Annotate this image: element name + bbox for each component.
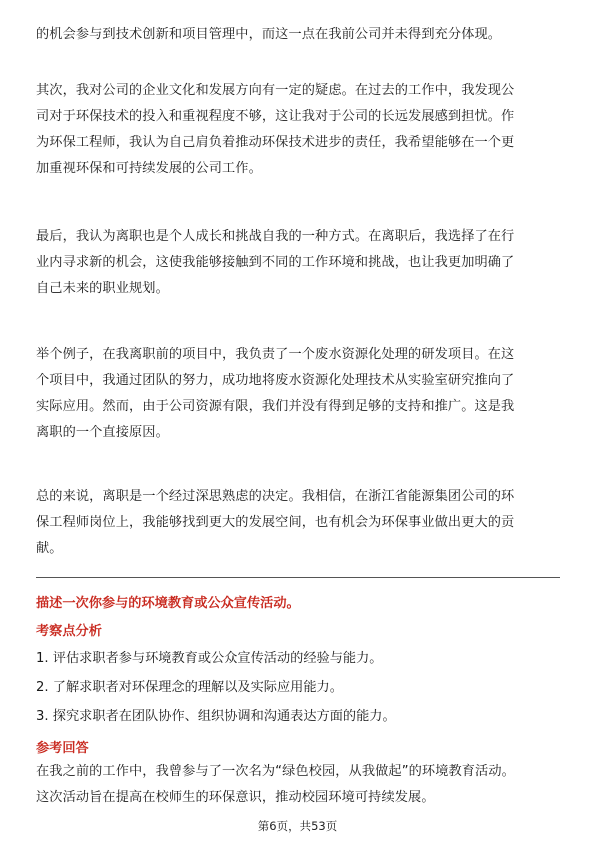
paragraph-3: 最后，我认为离职也是个人成长和挑战自我的一种方式。在离职后，我选择了在行 业内寻求新的机会，这使我能够接触到不同的工作环境和挑战，也让我更加明确了 自己未来的职业规划。 [36, 229, 515, 296]
analysis-item: 1. 评估求职者参与环境教育或公众宣传活动的经验与能力。 [36, 651, 383, 666]
paragraph-1: 的机会参与到技术创新和项目管理中，而这一点在我前公司并未得到充分体现。 [36, 27, 502, 42]
paragraph-4: 举个例子，在我离职前的项目中，我负责了一个废水资源化处理的研发项目。在这 个项目中，我通过团队的努力，成功地将废水资源化处理技术从实验室研究推向了 实际应用。然而，由于公司资源有限，我们并没有得到足够的支持和推广。这是我 离职的一个直接原因。 [36, 347, 515, 440]
analysis-item: 2. 了解求职者对环保理念的理解以及实际应用能力。 [36, 680, 343, 695]
analysis-heading: 考察点分析 [36, 624, 102, 639]
answer-heading: 参考回答 [36, 741, 89, 756]
paragraph-2: 其次，我对公司的企业文化和发展方向有一定的疑虑。在过去的工作中，我发现公 司对于环保技术的投入和重视程度不够，这让我对于公司的长远发展感到担忧。作 为环保工程师，我认为自己肩负着推动环保技术进步的责任，我希望能够在一个更 加重视环保和可持续发展的公司工作。 [36, 83, 515, 176]
analysis-item: 3. 探究求职者在团队协作、组织协调和沟通表达方面的能力。 [36, 709, 396, 724]
section-divider [36, 577, 560, 578]
page-number-footer: 第6页，共53页 [257, 819, 338, 833]
answer-text: 在我之前的工作中，我曾参与了一次名为“绿色校园，从我做起”的环境教育活动。 这次活动旨在提高在校师生的环保意识，推动校园环境可持续发展。 [36, 764, 515, 805]
question-title: 描述一次你参与的环境教育或公众宣传活动。 [36, 596, 300, 611]
paragraph-5: 总的来说，离职是一个经过深思熟虑的决定。我相信，在浙江省能源集团公司的环 保工程师岗位上，我能够找到更大的发展空间，也有机会为环保事业做出更大的贡 献。 [36, 489, 515, 556]
